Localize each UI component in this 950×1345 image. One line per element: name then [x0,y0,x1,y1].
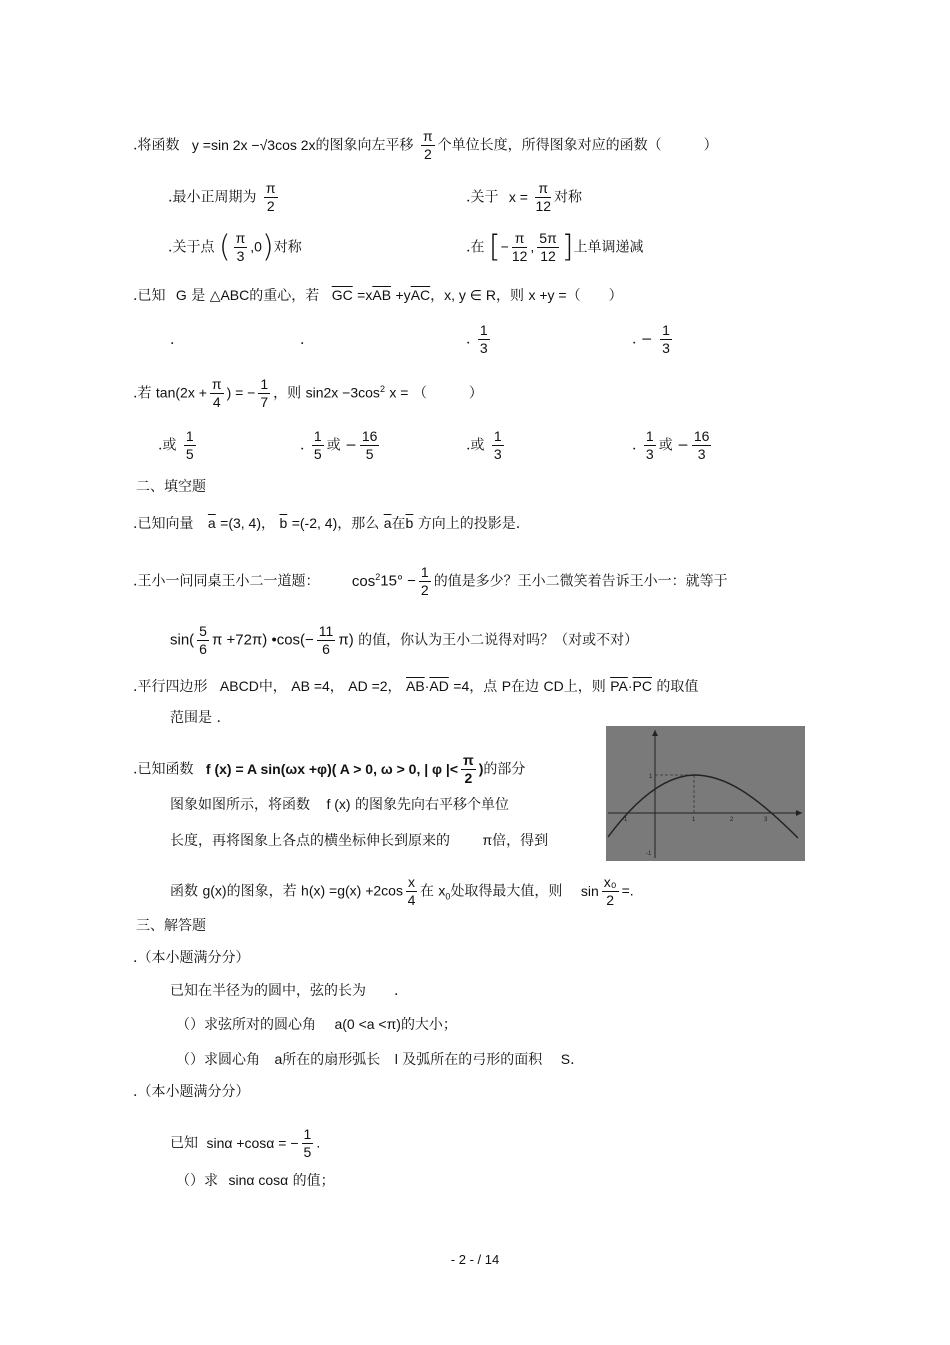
frac-den: 12 [511,248,528,264]
option-expr: ,0 [250,238,262,255]
option-fraction [234,230,248,265]
option-fraction [312,428,324,463]
answer-paren: （ ） [566,288,623,304]
text: 的部分 [483,761,526,778]
expr: x [438,882,446,899]
text: 的大小； [400,1017,457,1033]
fill-3b: 范围是 . [170,710,221,726]
frac-num: 1 [479,322,488,338]
text: 函数 [170,883,198,900]
text: 方向上的投影是. [417,516,521,532]
expr: =. [621,882,634,899]
q-a-option-c [168,230,302,265]
vector-ab: $\overline{AB}$ [406,678,425,694]
fill-4c [170,831,548,850]
frac-den: 3 [645,446,654,462]
frac-num: π [463,752,474,768]
expr: π +72π) •cos(− [211,631,314,649]
question-b [133,286,623,305]
sine-curve [608,775,798,838]
frac-num: x [407,874,415,890]
frac-den: 6 [199,641,207,657]
expr: =x [357,287,373,303]
frac-den: 3 [697,446,706,462]
vector-ad: $\overline{AD}$ [429,678,449,694]
expr: ) = − [226,384,256,401]
expr: sin( [170,631,195,649]
q-a-option-a [168,180,281,215]
comma: , [530,238,535,255]
fraction [302,1126,314,1161]
option-text: .在 [466,239,485,256]
option-fraction [360,428,380,463]
tick-label-x: 3 [764,817,768,823]
expr: AB =4， [291,678,344,694]
problem-2-heading: .（本小题满分分） [133,1084,250,1100]
option-fraction [660,322,672,357]
text: 倍，得到 [492,833,549,849]
text: 上，则 [563,679,606,695]
fraction [258,376,270,411]
frac-num: π [535,180,551,198]
option-text: .或 [158,437,177,454]
question-a-fraction [421,128,435,163]
option-fraction [264,180,278,215]
option-fraction [644,428,656,463]
expr: S [560,1051,571,1067]
page-number: - 2 - / 14 [450,1252,500,1267]
text: 在 [419,883,434,900]
fraction [602,874,619,909]
frac-den: 4 [407,892,416,908]
tick-label-y: -1 [646,851,652,857]
subscript: 0 [445,891,451,902]
frac-den: 5 [303,1144,312,1160]
option-fraction [184,428,196,463]
frac-num: x₀ [603,874,617,890]
fraction [210,376,224,411]
option-text: . [300,437,305,454]
paren-right: ) [261,229,274,265]
tick-label-x: 2 [730,817,734,823]
sine-curve-graph [606,726,805,861]
y-axis-arrow [652,730,658,736]
frac-num: 1 [662,322,670,338]
question-a-tail: 个单位长度，所得图象对应的函数（ ） [437,137,718,154]
frac-num: π [512,230,528,248]
expr: 15° − [380,572,416,590]
option-tail: 上单调递减 [573,239,644,256]
expr: cos [351,572,376,590]
tick-label-x: -1 [622,817,628,823]
section-heading-fill-in: 二、填空题 [136,479,206,495]
q-c-option-a [158,428,199,463]
vector-ab: $\overline{AB}$ [372,287,392,303]
dot: · [424,678,430,694]
vector-b: $\overline{b}$ [405,515,414,531]
problem-2-part-1 [176,1171,335,1190]
option-tail: 对称 [273,239,302,256]
point-g: G [175,287,187,303]
q-c-option-c [466,428,507,463]
option-fraction [478,322,490,357]
text: （）求圆心角 [176,1052,260,1068]
fill-4d [170,874,634,909]
vector-ac: $\overline{AC}$ [410,287,431,303]
option-text: . [466,331,471,348]
expr: π [482,832,493,848]
expr: f (x) = A sin(ωx +φ)( A > 0, ω > 0, | φ |< [205,760,459,777]
option-fraction-1 [512,230,528,265]
frac-den: 3 [236,248,245,264]
expr: ) [478,760,484,777]
frac-den: 12 [540,248,556,264]
text: 图象如图所示，将函数 [170,797,310,813]
frac-den: 2 [423,146,432,162]
question-a-expr: y =sin 2x −√3cos 2x [191,136,316,153]
expr: AD =2， [348,678,402,694]
frac-num: π [211,376,222,392]
expr: sin2x −3cos [305,384,380,401]
vector-a: $\overline{a}$ [207,515,216,531]
q-c-option-d [632,428,714,463]
text: .已知向量 [133,516,194,532]
paren-left: ( [218,229,231,265]
vector-a: $\overline{a}$ [383,515,392,531]
frac-num: 5 [199,623,207,639]
frac-den: 3 [479,340,488,356]
vector-pc: $\overline{PC}$ [632,678,652,694]
function-graph-figure [606,726,805,861]
text: .已知函数 [133,761,194,778]
option-text: .关于点 [168,239,215,256]
frac-num: 1 [420,564,429,580]
text: 中， [258,679,287,695]
text: 的值，你认为王小二说得对吗？（对或不对） [358,632,639,649]
expr: =4，点 [453,678,498,694]
option-text: . − [632,331,653,348]
option-text: . [632,437,637,454]
text: 的图象先向右平移个单位 [355,797,510,813]
frac-num: 5π [539,230,557,246]
text: .平行四边形 [133,679,208,695]
fill-1 [133,514,520,533]
text: 长度，再将图象上各点的横坐标伸长到原来的 [170,833,450,849]
option-or: 或 − [326,437,357,454]
fraction [419,564,431,599]
vector-gc: $\overline{GC}$ [331,287,353,303]
frac-num: 1 [493,428,502,444]
frac-den: 2 [420,582,429,598]
expr: x +y = [528,287,567,303]
frac-den: 5 [313,446,322,462]
fill-4b [170,795,509,814]
bracket-left: [ [488,229,501,265]
frac-den: 12 [535,198,552,214]
question-a-text: 的图象向左平移 [315,137,414,154]
expr: a [274,1051,283,1067]
expr: g(x) [202,882,227,899]
text: 是 [191,288,206,304]
expr: ，x, y ∈ R，则 [430,287,525,303]
q-b-option-b: . [300,332,305,348]
exponent: 2 [375,571,381,582]
frac-num: 16 [693,428,710,444]
option-fraction [535,180,551,215]
x-axis-arrow [796,810,802,816]
text: ，则 [273,385,302,402]
expr: f (x) [326,796,351,812]
frac-den: 2 [464,770,473,786]
question-c [133,376,483,411]
option-or: 或 − [658,437,689,454]
expr: h(x) =g(x) +2cos [301,882,403,899]
expr: a(0 <a <π) [334,1016,401,1032]
option-text: .最小正周期为 [168,189,257,206]
option-text: .或 [466,437,485,454]
text: 在 [391,516,406,532]
expr: sinα cosα [228,1172,289,1188]
fraction [406,874,417,909]
problem-2-statement [170,1126,320,1161]
expr: sin [580,882,599,899]
option-tail: 对称 [554,189,583,206]
frac-den: 4 [212,394,221,410]
frac-num: π [265,180,276,196]
frac-den: 2 [606,892,615,908]
problem-1-statement: 已知在半径为的圆中，弦的长为 . [170,983,399,999]
frac-num: 1 [303,1126,312,1142]
expr: tan(2x + [155,384,207,401]
vector-b: $\overline{b}$ [279,515,288,531]
frac-den: 5 [185,446,194,462]
expr: ABCD [219,678,259,694]
expr: =(3, 4)， [220,515,276,531]
dot: · [627,678,633,694]
option-fraction-2 [537,230,558,265]
expr: l [394,1051,398,1067]
frac-num: 16 [361,428,378,444]
fraction [317,623,336,658]
bracket-right: ] [561,229,574,265]
fraction [461,752,476,787]
fill-2 [133,564,728,599]
frac-num: π [235,230,246,246]
triangle-abc: △ABC [209,287,250,303]
expr: sinα +cosα = − [206,1134,299,1151]
expr: +y [395,287,411,303]
expr: CD [543,678,564,694]
frac-den: 7 [260,394,269,410]
frac-num: 1 [645,428,654,444]
text: 及弧所在的弓形的面积 [402,1052,543,1068]
problem-1-part-2 [176,1050,575,1069]
question-c-label: .若 [133,385,152,402]
text: 已知 [170,1135,198,1152]
option-fraction [692,428,712,463]
frac-den: 2 [266,198,275,214]
fill-2b [170,623,638,658]
tick-label-x: 1 [692,817,696,823]
frac-den: 3 [493,446,502,462]
text: 的图象，若 [226,883,297,900]
section-heading-answer: 三、解答题 [136,918,206,934]
exponent: 2 [379,383,385,394]
fill-3 [133,677,698,696]
point-p: P [501,678,512,694]
frac-num: 11 [318,623,334,639]
fraction [197,623,209,658]
minus-sign: − [500,238,509,255]
q-a-option-d [466,230,643,265]
question-b-label: .已知 [133,288,166,304]
frac-num: 1 [313,428,322,444]
expr: x = [389,384,409,401]
frac-num: π [423,128,433,144]
text: 的取值 [656,679,699,695]
option-expr: x = [508,188,528,205]
option-text: .关于 [466,189,499,206]
q-a-option-b [466,180,582,215]
text: （）求弦所对的圆心角 [176,1017,316,1033]
answer-paren: （ ） [412,385,483,402]
text: . [316,1134,321,1151]
problem-1-part-1 [176,1015,457,1034]
expr: π) [338,631,354,649]
text: 在边 [511,679,540,695]
q-b-option-a: . [170,332,175,348]
frac-num: 1 [185,428,194,444]
q-b-option-c [466,322,493,357]
expr: =(-2, 4)，那么 [291,515,380,531]
tick-label-y: 1 [649,774,653,780]
frac-num: 1 [260,376,269,392]
text: . [570,1052,575,1068]
problem-1-heading: .（本小题满分分） [133,950,250,966]
text: .王小一问同桌王小二一道题： [133,573,320,590]
text: 处取得最大值，则 [450,883,563,900]
text: 的值； [292,1173,335,1189]
text: 所在的扇形弧长 [282,1052,381,1068]
option-fraction [492,428,504,463]
question-a-label: .将函数 [133,137,180,154]
fill-4 [133,752,525,787]
question-a [133,128,718,163]
vector-pa: $\overline{PA}$ [610,678,628,694]
q-b-option-d [632,322,675,357]
frac-den: 3 [662,340,670,356]
text: （）求 [176,1173,218,1189]
q-c-option-b [300,428,382,463]
text: 的值是多少？王小二微笑着告诉王小一：就等于 [433,573,728,590]
text: 的重心，若 [249,288,320,304]
frac-den: 5 [365,446,374,462]
frac-den: 6 [322,641,330,657]
